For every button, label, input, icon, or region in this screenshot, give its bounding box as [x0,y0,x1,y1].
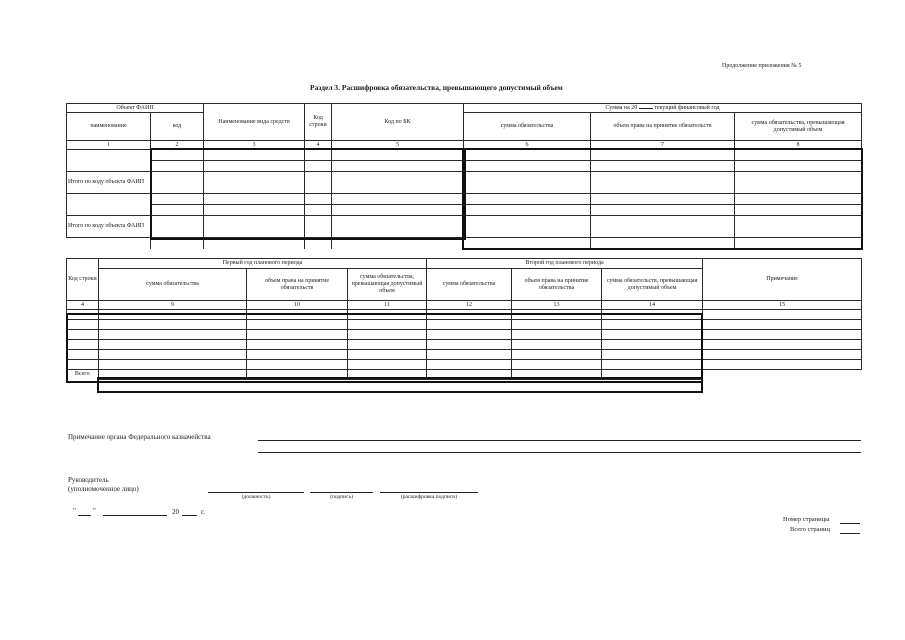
col-num-7: 7 [591,141,735,150]
col-num-15: 15 [703,301,862,310]
header-bk-code: Код по БК [332,104,464,141]
date-month-line[interactable] [103,515,167,516]
col-num-10: 10 [247,301,348,310]
signature-caption: (подпись) [330,494,353,500]
appendix-note: Продолжение приложения № 5 [722,63,802,69]
header-sum-exceeding-2: сумма обязательств, превышающая допустимый объем [602,269,703,301]
col-num-14: 14 [602,301,703,310]
header-second-year: Второй год планового периода [427,259,703,269]
date-g: г. [201,508,205,516]
planning-period-table [66,258,862,380]
header-sum-obligation: сумма обязательства [464,113,591,141]
col-num-12: 12 [427,301,512,310]
table-row [67,205,862,216]
col-num-3: 3 [204,141,305,150]
year-blank [639,108,653,109]
col-num-9: 9 [99,301,247,310]
col-num-1: 1 [67,141,151,150]
table-row [67,320,862,330]
table-row [67,194,862,205]
col-num-13: 13 [512,301,602,310]
date-year: 20 [172,508,179,516]
sum-prefix: Сумма на 20 [605,104,638,111]
page-number-line[interactable] [840,523,860,524]
treasury-note-label: Примечание органа Федерального казначейства [68,433,211,441]
table-row [67,172,862,194]
table-row [67,216,862,238]
date-day-line[interactable] [78,515,91,516]
header-right-volume-1: объем права на принятие обязательств [247,269,348,301]
total-by-code-2: Итого по коду объекта ФАИП [67,216,151,238]
table-row [67,150,862,161]
total-row [67,370,862,380]
header-sum-obligations-2: сумма обязательства [427,269,512,301]
treasury-note-line-1[interactable] [258,440,861,441]
decode-caption: (расшифровка подписи) [400,494,458,500]
head-sublabel: (уполномоченное лицо) [68,485,139,493]
header-right-volume-2: объем права на принятие обязательства [512,269,602,301]
sum-suffix: текущий финансовый год [654,104,720,111]
header-name: наименование [67,113,151,141]
col-num-5: 5 [332,141,464,150]
table-row [67,238,862,249]
section-title: Раздел 3. Расшифровка обязательства, превышающего допустимый объем [310,83,563,92]
col-num-11: 11 [348,301,427,310]
header-sum-exceeding: сумма обязательства, превышающая допустимый объем [735,113,862,141]
header-code: код [151,113,204,141]
table-row [67,340,862,350]
total-pages-label: Всего страниц [790,526,830,533]
signature-line[interactable] [310,492,373,493]
page-number-label: Номер страницы [783,516,830,523]
header-sum-obligations-1: сумма обязательства [99,269,247,301]
col-num-6: 6 [464,141,591,150]
table-row [67,360,862,370]
date-quote-open: " [73,507,76,515]
table-row [67,161,862,172]
treasury-note-line-2[interactable] [258,452,861,453]
header-means-type: Наименование вида средств [204,104,305,141]
total-label: Всего [67,370,99,380]
date-quote-close: " [93,507,96,515]
total-pages-line[interactable] [840,533,860,534]
col-num-8: 8 [735,141,862,150]
decode-line[interactable] [380,492,478,493]
header-object-fap: Объект ФАИП [67,104,204,113]
header-right-volume: объем права на принятие обязательств [591,113,735,141]
header-sum-exceeding-1: сумма обязательства, превышающая допустимый объем [348,269,427,301]
header-note: Примечание [703,259,862,301]
header-sum-current-year [464,104,862,113]
position-line[interactable] [208,492,304,493]
total-by-code-1: Итого по коду объекта ФАИП [67,172,151,194]
obligation-table [66,103,862,249]
table-row [67,350,862,360]
table-row [67,330,862,340]
col-num-4: 4 [305,141,332,150]
table-row [67,310,862,320]
col-num-2: 2 [151,141,204,150]
col-num-4b: 4 [67,301,99,310]
header-row-code: Код строки [305,104,332,141]
position-caption: (должность) [241,494,271,500]
head-label: Руководитель [68,476,109,484]
header-row-code-2: Код строки [67,259,99,301]
date-year-line[interactable] [182,515,197,516]
header-first-year: Первый год планового периода [99,259,427,269]
